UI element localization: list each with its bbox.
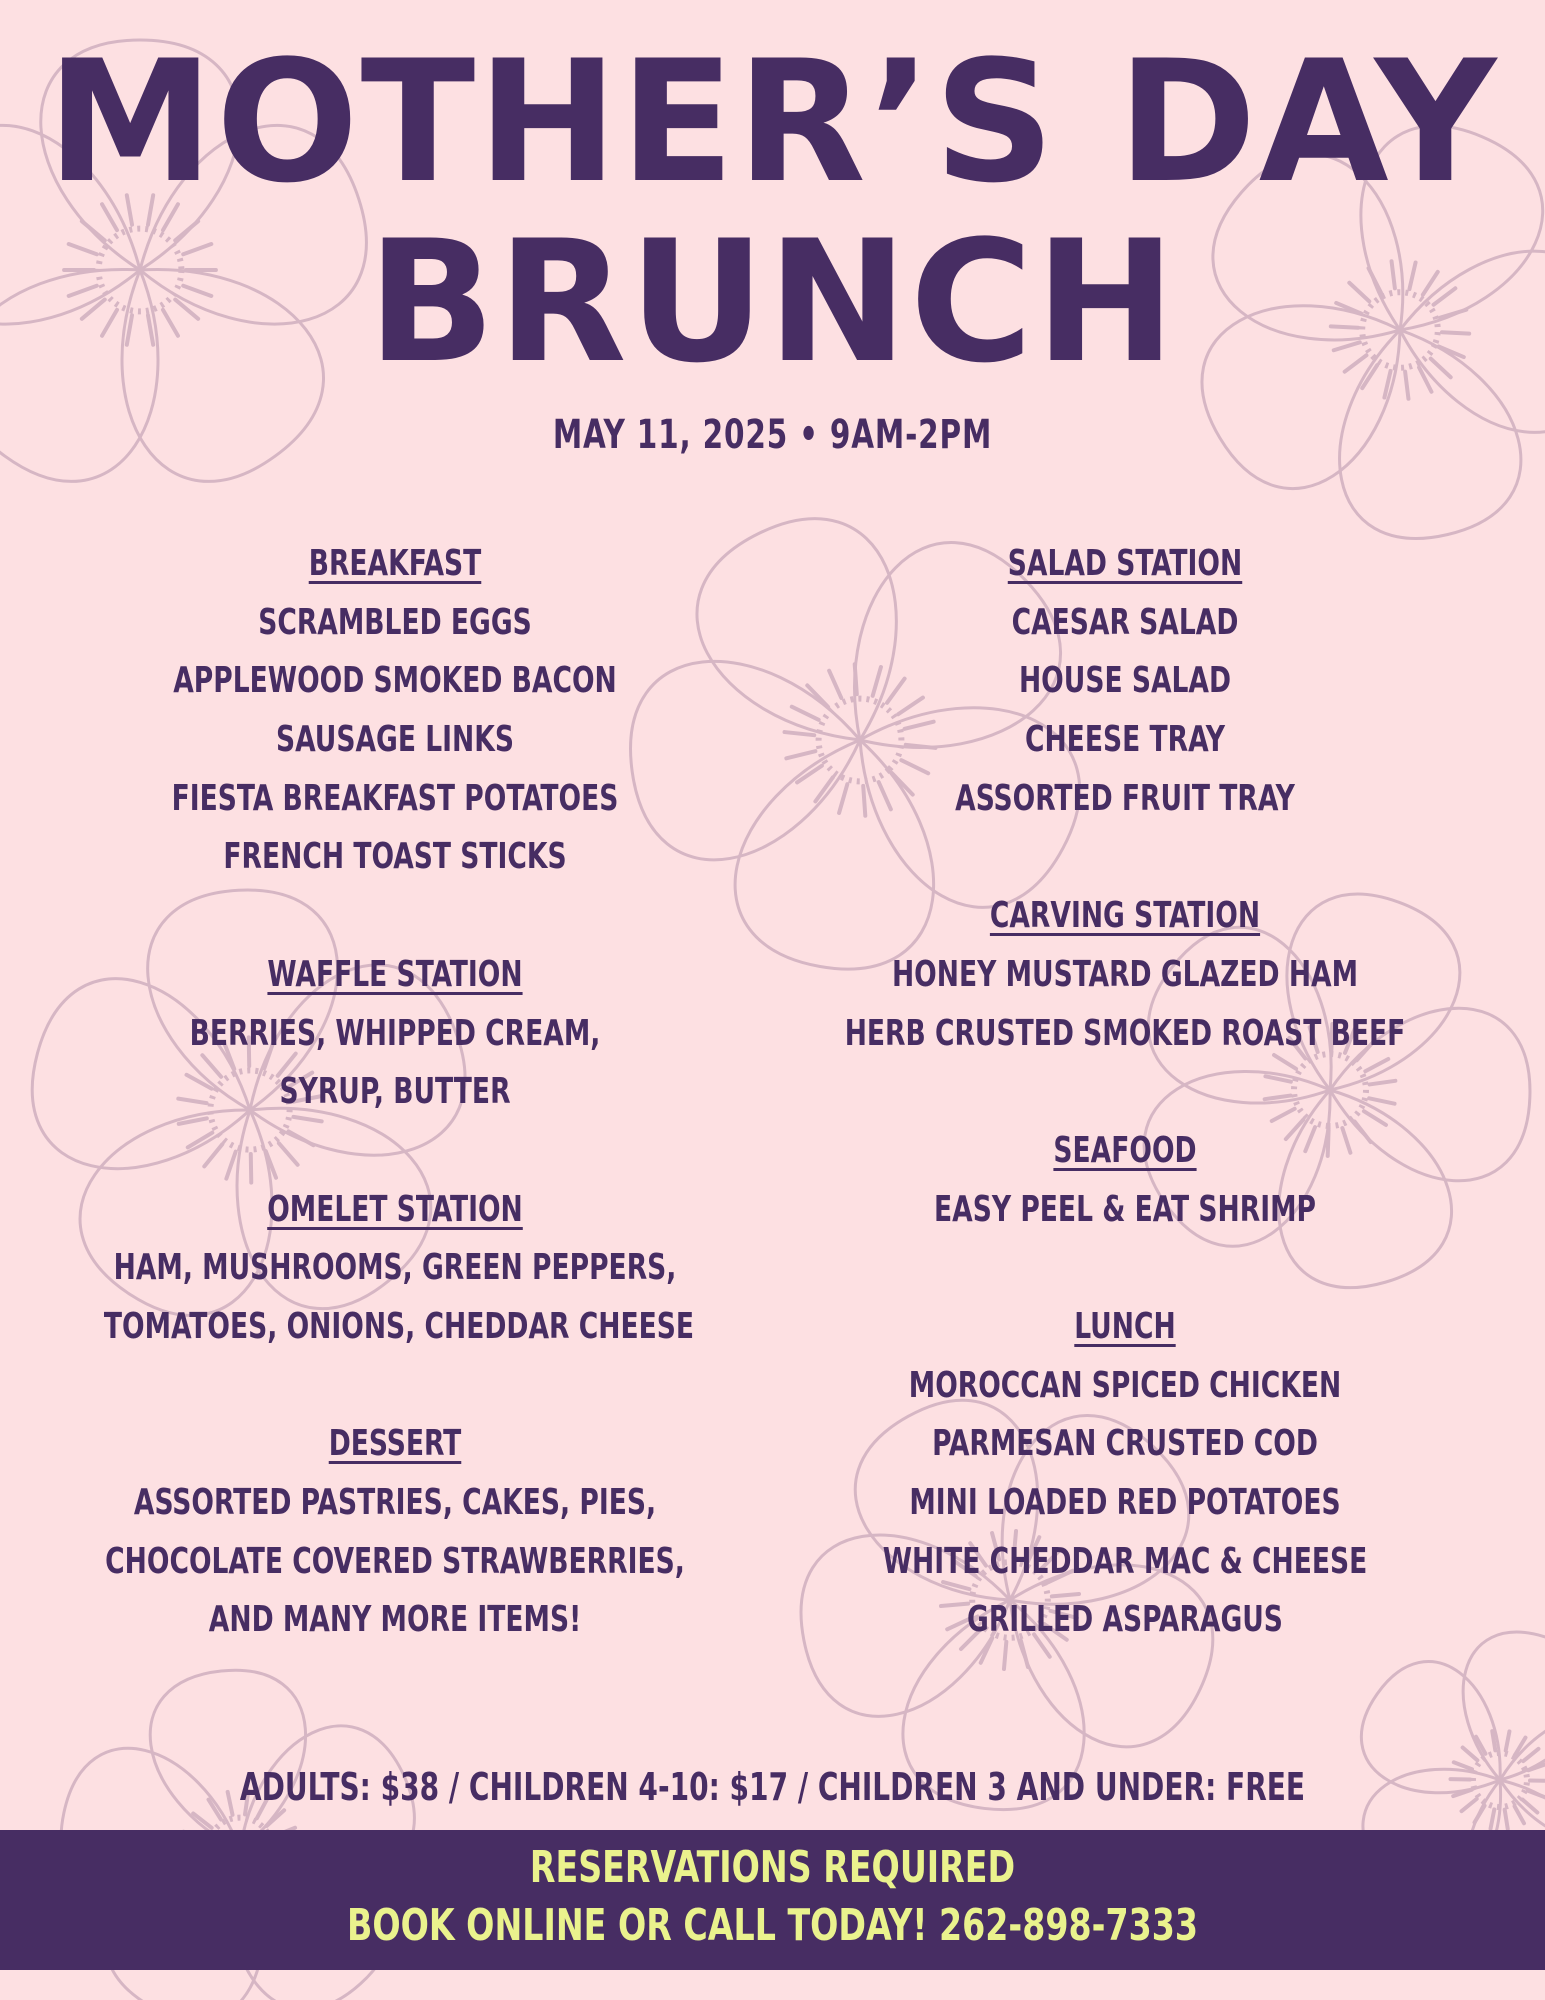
menu-item: SAUSAGE LINKS [276,719,514,761]
section-spacer [770,828,1480,887]
reservation-banner [0,1830,1545,1970]
menu-section-heading [834,1298,1416,1357]
section-spacer [770,1063,1480,1122]
section-spacer [770,1239,1480,1298]
menu-item: EASY PEEL & EAT SHRIMP [934,1188,1316,1230]
booking-call-text: BOOK ONLINE OR CALL TODAY! 262-898-7333 [346,1900,1198,1951]
section-spacer [40,887,750,946]
menu-section-heading-text: OMELET STATION [267,1188,523,1230]
menu-item: FRENCH TOAST STICKS [223,836,567,878]
reservations-required-text: RESERVATIONS REQUIRED [529,1842,1016,1893]
menu-section-heading [104,946,686,1005]
menu-item: HAM, MUSHROOMS, GREEN PEPPERS, [113,1247,677,1289]
menu-item: APPLEWOOD SMOKED BACON [173,660,617,702]
menu-section-heading-text: DESSERT [328,1423,462,1465]
menu-item: BERRIES, WHIPPED CREAM, [189,1012,601,1054]
pricing-line: ADULTS: $38 / CHILDREN 4-10: $17 / CHILDREN 3 AND UNDER: FREE [239,1765,1306,1809]
menu-section-heading [104,535,686,594]
menu-item: WHITE CHEDDAR MAC & CHEESE [882,1540,1368,1582]
menu-item: FIESTA BREAKFAST POTATOES [171,777,619,819]
menu-item: MOROCCAN SPICED CHICKEN [908,1364,1342,1406]
menu-item: CHEESE TRAY [1024,719,1226,761]
menu-item: GRILLED ASPARAGUS [967,1599,1283,1641]
menu-section-heading-text: SEAFOOD [1053,1129,1197,1171]
menu-section-heading [834,887,1416,946]
menu-section-heading-text: LUNCH [1074,1305,1176,1347]
event-date-time: MAY 11, 2025 • 9AM-2PM [552,412,993,458]
menu-item: MINI LOADED RED POTATOES [909,1482,1341,1523]
menu-item: AND MANY MORE ITEMS! [208,1599,582,1641]
title-line-2: BRUNCH [367,204,1178,400]
menu-item: CAESAR SALAD [1011,601,1239,643]
menu-section-heading [104,1415,686,1474]
menu-section-heading [834,535,1416,594]
menu-section-heading-text: CARVING STATION [989,895,1261,937]
menu-left-column [40,535,750,1650]
menu-item: SCRAMBLED EGGS [258,601,532,643]
menu-item: HOUSE SALAD [1018,660,1232,702]
menu-section-heading-text: WAFFLE STATION [267,953,523,995]
menu-item: SYRUP, BUTTER [279,1071,511,1113]
section-spacer [40,1122,750,1181]
menu-item: ASSORTED PASTRIES, CAKES, PIES, [133,1482,657,1523]
menu-item: TOMATOES, ONIONS, CHEDDAR CHEESE [103,1305,695,1347]
menu-item: HERB CRUSTED SMOKED ROAST BEEF [844,1012,1406,1054]
menu-item: HONEY MUSTARD GLAZED HAM [891,953,1359,995]
menu-section-heading [104,1181,686,1240]
menu-section-heading-text: SALAD STATION [1007,543,1243,584]
menu-item: ASSORTED FRUIT TRAY [955,777,1295,819]
menu-section-heading [834,1122,1416,1181]
menu-item: CHOCOLATE COVERED STRAWBERRIES, [105,1540,685,1582]
menu-item: PARMESAN CRUSTED COD [932,1423,1318,1465]
section-spacer [40,1357,750,1416]
title-line-1: MOTHER’S DAY [46,24,1499,220]
menu-section-heading-text: BREAKFAST [308,543,482,584]
menu-right-column [770,535,1480,1650]
